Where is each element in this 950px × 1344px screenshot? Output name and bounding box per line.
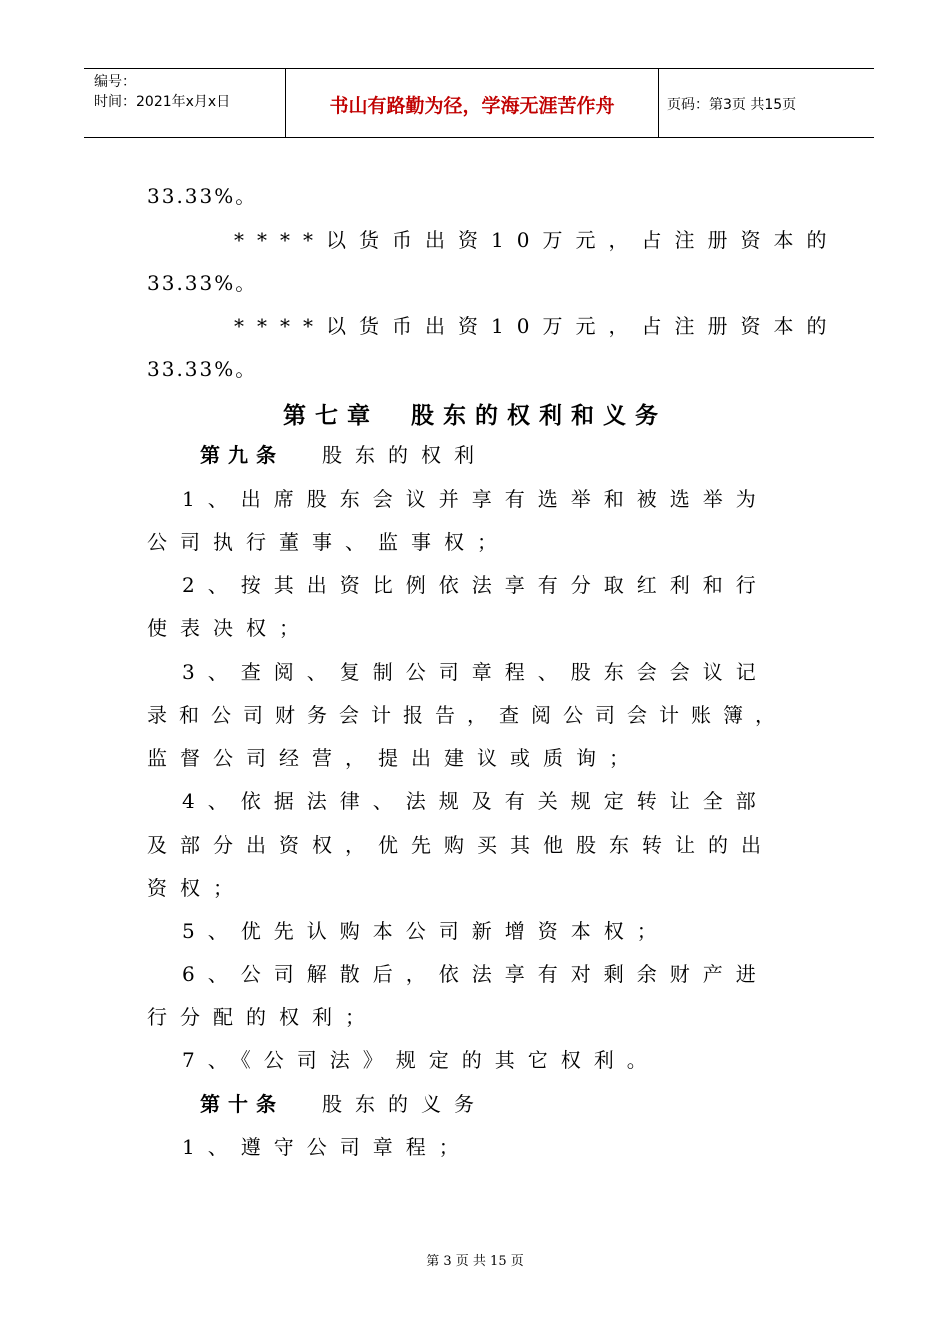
document-number: 编号： bbox=[94, 74, 136, 90]
body-line: 33.33%。 bbox=[147, 184, 258, 208]
body-line: 33.33%。 bbox=[147, 357, 258, 381]
header-page-number: 页码：第3页 共15页 bbox=[667, 97, 797, 113]
body-line: 33.33%。 bbox=[147, 271, 258, 295]
article-item: 及部分出资权，优先购买其他股东转让的出 bbox=[147, 833, 774, 857]
article-item: 公司执行董事、监事权； bbox=[147, 530, 510, 554]
header-motto: 书山有路勤为径，学海无涯苦作舟 bbox=[329, 95, 615, 117]
header-meta bbox=[84, 69, 285, 137]
article-heading bbox=[200, 1091, 487, 1117]
article-item: 1、出席股东会议并享有选举和被选举为 bbox=[182, 487, 769, 511]
article-title: 股东的义务 bbox=[322, 1092, 487, 1116]
article-item: 录和公司财务会计报告，查阅公司会计账簿， bbox=[147, 703, 787, 727]
document-time: 时间：2021年x月x日 bbox=[94, 94, 231, 110]
article-item: 资权； bbox=[147, 876, 246, 900]
article-item: 使表决权； bbox=[147, 616, 312, 640]
article-item: 3、查阅、复制公司章程、股东会会议记 bbox=[182, 660, 769, 684]
article-item: 监督公司经营，提出建议或质询； bbox=[147, 746, 642, 770]
article-title: 股东的权利 bbox=[322, 443, 487, 467]
body-line: ****以货币出资10万元，占注册资本的 bbox=[234, 314, 840, 338]
page-footer: 第 3 页 共 15 页 bbox=[426, 1254, 524, 1269]
article-number: 第十条 bbox=[200, 1092, 284, 1116]
body-line: ****以货币出资10万元，占注册资本的 bbox=[234, 228, 840, 252]
article-item: 5、优先认购本公司新增资本权； bbox=[182, 919, 670, 943]
page-header bbox=[84, 68, 874, 138]
header-motto-cell bbox=[286, 69, 658, 137]
article-item: 4、依据法律、法规及有关规定转让全部 bbox=[182, 789, 769, 813]
article-number: 第九条 bbox=[200, 443, 284, 467]
article-item: 行分配的权利； bbox=[147, 1005, 378, 1029]
header-page-cell bbox=[659, 69, 874, 137]
article-item: 7、《公司法》规定的其它权利。 bbox=[182, 1048, 660, 1072]
article-item: 2、按其出资比例依法享有分取红利和行 bbox=[182, 573, 769, 597]
article-item: 6、公司解散后，依法享有对剩余财产进 bbox=[182, 962, 769, 986]
chapter-title: 第七章 股东的权利和义务 bbox=[283, 403, 667, 429]
article-item: 1、遵守公司章程； bbox=[182, 1135, 472, 1159]
article-heading bbox=[200, 442, 487, 468]
